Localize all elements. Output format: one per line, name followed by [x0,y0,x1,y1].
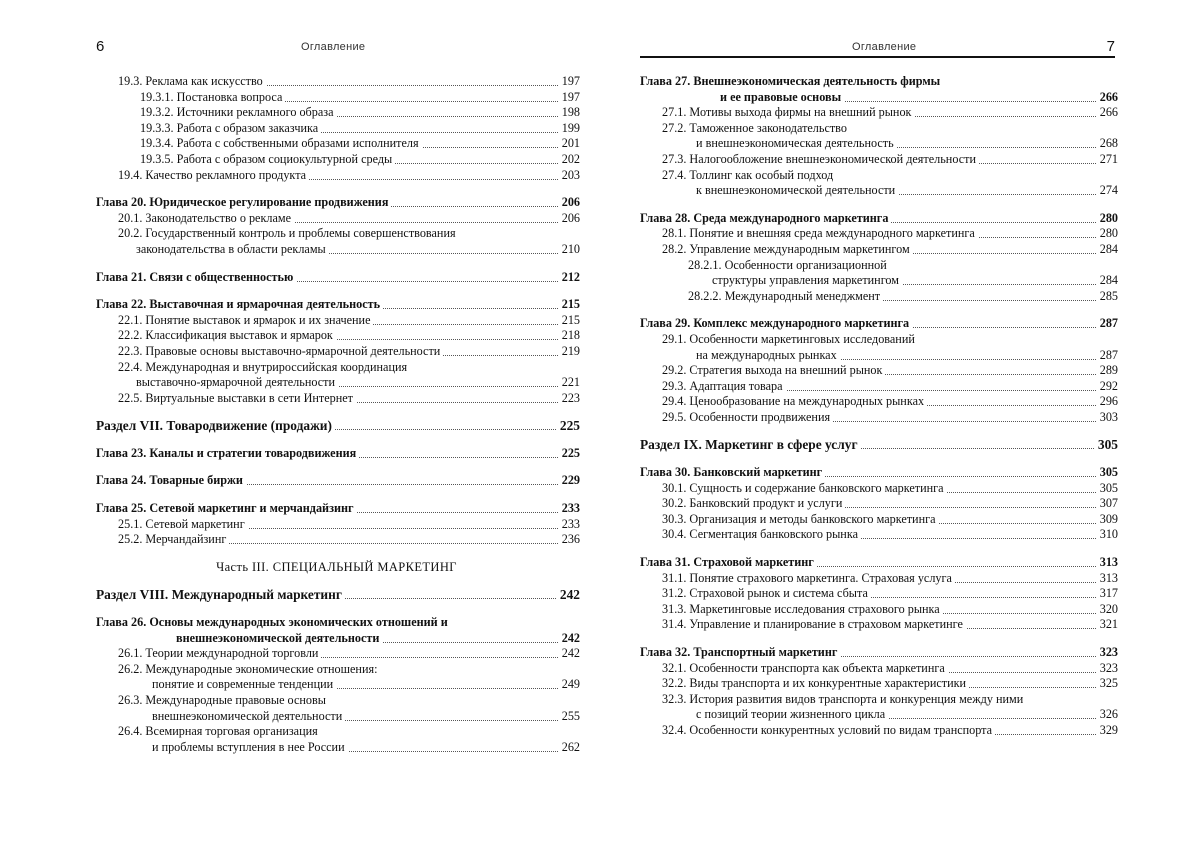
entry-page-number: 271 [1097,152,1118,168]
entry-page-number: 309 [1097,512,1118,528]
toc-entry [640,512,1118,528]
entry-title: 22.1. Понятие выставок и ярмарок и их значение [118,313,373,329]
toc-entry [96,391,580,407]
entry-title: Глава 28. Среда международного маркетинга [640,211,891,227]
toc-entry [640,136,1118,152]
section-gap [640,633,1118,645]
entry-page-number: 325 [1097,676,1118,692]
entry-title: 19.3.5. Работа с образом социокультурной среды [140,152,395,168]
entry-title: 32.3. История развития видов транспорта и конкуренция между ними [662,692,1026,708]
entry-page-number: 197 [559,74,580,90]
entry-title: 20.1. Законодательство о рекламе [118,211,294,227]
entry-page-number: 321 [1097,617,1118,633]
entry-title: 19.3.4. Работа с собственными образами исполнителя [140,136,422,152]
entry-page-number: 255 [559,709,580,725]
toc-entry [640,121,1118,137]
entry-page-number: 292 [1097,379,1118,395]
entry-title: 29.1. Особенности маркетинговых исследований [662,332,918,348]
entry-title: 32.1. Особенности транспорта как объекта маркетинга [662,661,948,677]
entry-page-number: 201 [559,136,580,152]
entry-page-number: 313 [1097,571,1118,587]
toc-entry [640,661,1118,677]
entry-page-number: 310 [1097,527,1118,543]
entry-title: 19.3.2. Источники рекламного образа [140,105,336,121]
entry-title: законодательства в области рекламы [136,242,329,258]
table-of-contents-right [640,74,1118,739]
entry-title: 30.2. Банковский продукт и услуги [662,496,845,512]
entry-page-number: 280 [1097,211,1118,227]
toc-entry [640,168,1118,184]
entry-title: внешнеэкономической деятельности [176,631,382,647]
entry-title: 29.3. Адаптация товара [662,379,786,395]
entry-title: 19.3.1. Постановка вопроса [140,90,285,106]
entry-title: Глава 25. Сетевой маркетинг и мерчандайзинг [96,501,357,517]
section-gap [96,434,580,446]
entry-title: 29.4. Ценообразование на международных рынках [662,394,927,410]
toc-entry [640,258,1118,274]
part-heading [96,560,580,576]
chapter-entry [96,297,580,313]
entry-page-number: 199 [559,121,580,137]
toc-entry [96,90,580,106]
toc-entry [96,242,580,258]
entry-title: 29.5. Особенности продвижения [662,410,833,426]
entry-title: 28.2. Управление международным маркетингом [662,242,913,258]
chapter-entry [96,631,580,647]
toc-entry [96,375,580,391]
section-gap [96,548,580,560]
toc-entry [640,105,1118,121]
entry-page-number: 215 [559,313,580,329]
entry-title: 31.3. Маркетинговые исследования страхового рынка [662,602,943,618]
entry-title: Глава 24. Товарные биржи [96,473,246,489]
entry-page-number: 203 [559,168,580,184]
entry-page-number: 326 [1097,707,1118,723]
toc-entry [640,394,1118,410]
entry-page-number: 329 [1097,723,1118,739]
toc-entry [96,74,580,90]
toc-entry [96,724,580,740]
toc-entry [96,328,580,344]
toc-entry [96,105,580,121]
chapter-entry [96,195,580,211]
entry-page-number: 233 [559,501,580,517]
section-gap [640,543,1118,555]
toc-entry [640,410,1118,426]
entry-page-number: 242 [557,587,580,603]
entry-page-number: 274 [1097,183,1118,199]
running-head: Оглавление [301,41,366,53]
entry-title: 28.1. Понятие и внешняя среда международного маркетинга [662,226,978,242]
section-gap [640,304,1118,316]
entry-page-number: 323 [1097,661,1118,677]
section-gap [96,461,580,473]
toc-entry [640,183,1118,199]
entry-page-number: 206 [559,211,580,227]
toc-entry [96,677,580,693]
entry-title: Глава 22. Выставочная и ярмарочная деятельность [96,297,383,313]
toc-entry [640,571,1118,587]
page-number: 6 [96,38,105,55]
entry-page-number: 323 [1097,645,1118,661]
entry-title: и внешнеэкономическая деятельность [696,136,897,152]
section-gap [640,425,1118,437]
entry-title: 19.3. Реклама как искусство [118,74,266,90]
entry-page-number: 307 [1097,496,1118,512]
section-gap [640,453,1118,465]
entry-title: Глава 27. Внешнеэкономическая деятельность фирмы [640,74,943,90]
section-gap [96,489,580,501]
entry-page-number: 233 [559,517,580,533]
entry-title: 25.1. Сетевой маркетинг [118,517,248,533]
entry-title: 31.2. Страховой рынок и система сбыта [662,586,871,602]
entry-page-number: 305 [1095,437,1118,453]
toc-entry [640,527,1118,543]
entry-page-number: 225 [559,446,580,462]
entry-title: 26.2. Международные экономические отношения: [118,662,380,678]
left-page-header [96,38,580,56]
toc-entry [96,313,580,329]
toc-entry [96,168,580,184]
entry-title: 30.1. Сущность и содержание банковского маркетинга [662,481,947,497]
section-gap [96,258,580,270]
toc-entry [640,617,1118,633]
entry-page-number: 305 [1097,481,1118,497]
chapter-entry [96,418,580,434]
entry-page-number: 198 [559,105,580,121]
section-gap [96,603,580,615]
toc-entry [640,602,1118,618]
entry-title: Глава 30. Банковский маркетинг [640,465,825,481]
entry-title: 31.4. Управление и планирование в страховом маркетинге [662,617,966,633]
entry-page-number: 262 [559,740,580,756]
entry-title: внешнеэкономической деятельности [152,709,345,725]
entry-page-number: 202 [559,152,580,168]
toc-entry [640,692,1118,708]
entry-page-number: 303 [1097,410,1118,426]
entry-title: с позиций теории жизненного цикла [696,707,888,723]
entry-title: 22.5. Виртуальные выставки в сети Интернет [118,391,356,407]
entry-title: Глава 21. Связи с общественностью [96,270,296,286]
entry-page-number: 236 [559,532,580,548]
entry-page-number: 284 [1097,242,1118,258]
entry-title: Глава 23. Каналы и стратегии товародвижения [96,446,359,462]
entry-page-number: 268 [1097,136,1118,152]
entry-title: структуры управления маркетингом [712,273,902,289]
entry-page-number: 296 [1097,394,1118,410]
entry-page-number: 212 [559,270,580,286]
toc-entry [96,709,580,725]
entry-page-number: 219 [559,344,580,360]
toc-entry [96,344,580,360]
entry-title: 32.2. Виды транспорта и их конкурентные характеристики [662,676,969,692]
entry-page-number: 320 [1097,602,1118,618]
toc-entry [640,481,1118,497]
right-page-header [640,38,1115,58]
entry-title: 28.2.2. Международный менеджмент [688,289,883,305]
entry-page-number: 266 [1097,90,1118,106]
chapter-entry [640,90,1118,106]
table-of-contents-left [96,74,580,755]
entry-page-number: 223 [559,391,580,407]
toc-entry [640,707,1118,723]
entry-title: 27.3. Налогообложение внешнеэкономической деятельности [662,152,979,168]
entry-title: 22.4. Международная и внутрироссийская координация [118,360,410,376]
entry-title: 27.4. Толлинг как особый подход [662,168,836,184]
entry-title: Глава 26. Основы международных экономических отношений и [96,615,451,631]
toc-entry [640,348,1118,364]
toc-entry [96,662,580,678]
entry-page-number: 197 [559,90,580,106]
section-gap [96,406,580,418]
entry-page-number: 218 [559,328,580,344]
entry-page-number: 225 [557,418,580,434]
chapter-entry [96,615,580,631]
chapter-entry [640,211,1118,227]
entry-page-number: 313 [1097,555,1118,571]
entry-title: 30.3. Организация и методы банковского маркетинга [662,512,939,528]
entry-title: 22.3. Правовые основы выставочно-ярмарочной деятельности [118,344,443,360]
chapter-entry [96,270,580,286]
entry-title: 27.2. Таможенное законодательство [662,121,850,137]
entry-title: 20.2. Государственный контроль и проблемы совершенствования [118,226,459,242]
entry-title: и ее правовые основы [720,90,844,106]
entry-title: и проблемы вступления в нее России [152,740,348,756]
section-gap [96,285,580,297]
toc-entry [96,136,580,152]
chapter-entry [640,74,1118,90]
toc-entry [96,532,580,548]
entry-title: на международных рынках [696,348,840,364]
entry-title: 32.4. Особенности конкурентных условий по видам транспорта [662,723,995,739]
section-gap [96,575,580,587]
entry-title: 19.4. Качество рекламного продукта [118,168,309,184]
toc-entry [640,496,1118,512]
entry-page-number: 249 [559,677,580,693]
entry-title: 26.1. Теории международной торговли [118,646,321,662]
running-head: Оглавление [852,41,917,53]
entry-title: 30.4. Сегментация банковского рынка [662,527,861,543]
toc-entry [640,289,1118,305]
toc-entry [96,121,580,137]
part-title: Часть III. СПЕЦИАЛЬНЫЙ МАРКЕТИНГ [216,559,457,574]
section-gap [640,199,1118,211]
entry-title: 28.2.1. Особенности организационной [688,258,890,274]
right-page [600,0,1200,848]
entry-title: 26.4. Всемирная торговая организация [118,724,321,740]
chapter-entry [640,555,1118,571]
entry-title: Раздел IX. Маркетинг в сфере услуг [640,437,861,453]
entry-page-number: 280 [1097,226,1118,242]
chapter-entry [640,645,1118,661]
toc-entry [96,211,580,227]
page-number: 7 [1106,38,1115,55]
entry-title: Раздел VIII. Международный маркетинг [96,587,345,603]
entry-page-number: 289 [1097,363,1118,379]
toc-entry [640,226,1118,242]
entry-page-number: 242 [559,631,580,647]
entry-title: Раздел VII. Товародвижение (продажи) [96,418,335,434]
entry-page-number: 266 [1097,105,1118,121]
toc-entry [640,379,1118,395]
toc-entry [96,226,580,242]
toc-entry [640,152,1118,168]
toc-entry [96,517,580,533]
chapter-entry [96,446,580,462]
toc-entry [640,363,1118,379]
toc-entry [96,740,580,756]
entry-page-number: 317 [1097,586,1118,602]
entry-page-number: 221 [559,375,580,391]
toc-entry [640,242,1118,258]
toc-entry [96,646,580,662]
section-gap [96,183,580,195]
entry-title: 29.2. Стратегия выхода на внешний рынок [662,363,885,379]
chapter-entry [96,473,580,489]
chapter-entry [640,437,1118,453]
entry-title: Глава 29. Комплекс международного маркетинга [640,316,912,332]
entry-title: Глава 31. Страховой маркетинг [640,555,817,571]
entry-page-number: 285 [1097,289,1118,305]
chapter-entry [640,316,1118,332]
entry-page-number: 215 [559,297,580,313]
entry-page-number: 287 [1097,348,1118,364]
toc-entry [640,676,1118,692]
entry-page-number: 210 [559,242,580,258]
toc-entry [640,273,1118,289]
chapter-entry [96,501,580,517]
entry-page-number: 305 [1097,465,1118,481]
entry-title: выставочно-ярмарочной деятельности [136,375,338,391]
toc-entry [640,723,1118,739]
toc-entry [640,586,1118,602]
entry-page-number: 206 [559,195,580,211]
chapter-entry [96,587,580,603]
toc-entry [96,152,580,168]
chapter-entry [640,465,1118,481]
entry-page-number: 229 [559,473,580,489]
entry-title: к внешнеэкономической деятельности [696,183,898,199]
entry-title: понятие и современные тенденции [152,677,336,693]
toc-entry [640,332,1118,348]
entry-title: 31.1. Понятие страхового маркетинга. Страховая услуга [662,571,955,587]
entry-title: 22.2. Классификация выставок и ярмарок [118,328,336,344]
entry-page-number: 287 [1097,316,1118,332]
entry-title: 26.3. Международные правовые основы [118,693,329,709]
entry-title: 25.2. Мерчандайзинг [118,532,229,548]
entry-title: Глава 20. Юридическое регулирование продвижения [96,195,391,211]
entry-title: Глава 32. Транспортный маркетинг [640,645,840,661]
entry-title: 27.1. Мотивы выхода фирмы на внешний рынок [662,105,914,121]
entry-page-number: 284 [1097,273,1118,289]
toc-entry [96,360,580,376]
entry-title: 19.3.3. Работа с образом заказчика [140,121,321,137]
entry-page-number: 242 [559,646,580,662]
toc-entry [96,693,580,709]
